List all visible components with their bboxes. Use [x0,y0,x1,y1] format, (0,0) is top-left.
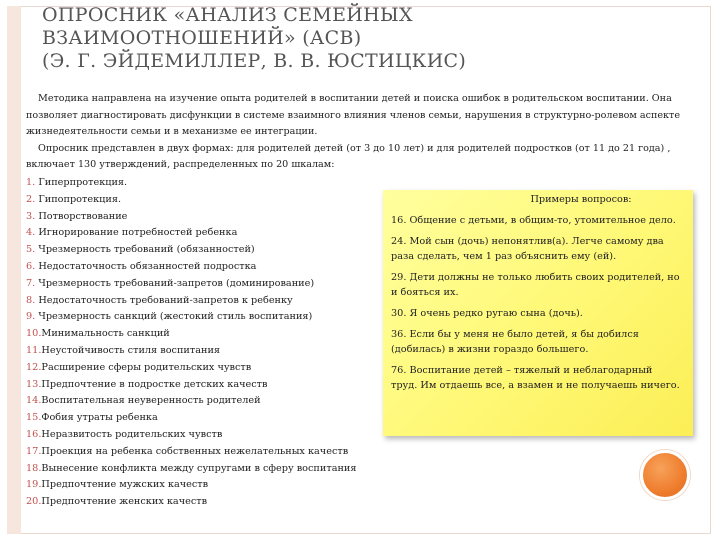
list-text: Предпочтение в подростке детских качеств [41,378,268,390]
slide-title [42,4,466,73]
list-text: Предпочтение мужских качеств [41,479,209,491]
example-question: 29. Дети должны не только любить своих родителей, но и бояться их. [391,272,680,298]
list-text: Фобия утраты ребенка [41,412,158,424]
decorative-circle [640,450,690,500]
list-number: 5. [26,244,36,256]
title-line-1: ОПРОСНИК «АНАЛИЗ СЕМЕЙНЫХ [42,4,413,26]
list-number: 19. [26,479,42,491]
list-number: 10. [26,328,42,340]
list-text: Расширение сферы родительских чувств [41,361,252,373]
list-number: 9. [26,311,36,323]
list-item [26,461,357,478]
list-number: 7. [26,277,36,289]
list-number: 1. [26,177,36,188]
list-text: Вынесение конфликта между супругами в сферу воспитания [41,462,357,474]
list-text: Потворствование [38,210,128,222]
description-paragraph-2: Опросник представлен в двух формах: для родителей детей (от 3 до 10 лет) и для родителей подростков (от 11 до 21 года) , включает 130 утверждений, распределенных по 20 шкалам: [26,142,671,171]
list-text: Предпочтение женских качеств [41,496,208,508]
example-question: 16. Общение с детьми, в общим-то, утомительное дело. [391,215,676,226]
list-item [26,276,357,293]
list-item [26,209,357,226]
list-number: 2. [26,193,36,205]
list-text: Неразвитость родительских чувств [41,428,223,440]
list-number: 3. [26,210,36,222]
list-item [26,242,357,259]
list-text: Минимальность санкций [41,328,170,340]
example-question: 24. Мой сын (дочь) непонятлив(а). Легче самому два раза сделать, чем 1 раз объяснить ему (ей). [391,236,664,262]
list-item [26,326,357,343]
list-number: 18. [26,462,42,474]
list-item [26,192,357,209]
title-line-3: (Э. Г. ЭЙДЕМИЛЛЕР, В. В. ЮСТИЦКИС) [42,50,467,72]
list-item [26,377,357,394]
list-item [26,410,357,427]
list-text: Гиперпротекция. [38,177,128,188]
list-item [26,309,357,326]
list-number: 16. [26,428,42,440]
left-accent-bar [7,6,21,534]
list-text: Игнорирование потребностей ребенка [38,227,238,239]
list-number: 20. [26,496,42,508]
list-number: 11. [26,344,42,356]
title-line-2: ВЗАИМООТНОШЕНИЙ» (АСВ) [42,27,362,49]
list-item [26,343,357,360]
list-number: 13. [26,378,42,390]
list-item [26,494,357,511]
list-number: 15. [26,412,42,424]
list-number: 6. [26,260,36,272]
list-text: Недостаточность обязанностей подростка [38,260,257,272]
list-item [26,259,357,276]
list-number: 17. [26,445,42,457]
list-text: Чрезмерность санкций (жестокий стиль воспитания) [38,311,313,323]
list-text: Неустойчивость стиля воспитания [41,344,221,356]
list-text: Чрезмерность требований (обязанностей) [38,244,255,256]
list-item [26,477,357,494]
list-item [26,393,357,410]
list-item [26,293,357,310]
list-item [26,427,357,444]
list-item [26,175,357,192]
list-text: Воспитательная неуверенность родителей [41,395,261,407]
example-question: 30. Я очень редко ругаю сына (дочь). [391,308,583,319]
list-number: 8. [26,294,36,306]
example-question: 76. Воспитание детей – тяжелый и неблагодарный труд. Им отдаешь все, а взамен и не получаешь ничего. [391,365,680,391]
list-number: 12. [26,361,42,373]
example-question: 36. Если бы у меня не было детей, я бы добился (добилась) в жизни гораздо большего. [391,329,639,355]
examples-note [383,190,693,436]
list-text: Гипопротекция. [38,193,122,205]
list-text: Проекция на ребенка собственных нежелательных качеств [41,445,349,457]
examples-title: Примеры вопросов: [530,194,632,205]
description-paragraph-1: Методика направлена на изучение опыта родителей в воспитании детей и поиска ошибок в родительском воспитании. Она позволяет диагностировать дисфункции в системе взаимного влияния членов семьи, нарушения в структурно-ролевом аспекте жизнедеятельности семьи и в механизме ее интеграции. [26,93,681,138]
list-item [26,444,357,461]
list-number: 14. [26,395,42,407]
description [26,91,686,174]
list-number: 4. [26,227,36,239]
list-text: Чрезмерность требований-запретов (доминирование) [38,277,315,289]
list-text: Недостаточность требований-запретов к ребенку [38,294,293,306]
scales-list [26,175,357,511]
list-item [26,360,357,377]
list-item [26,225,357,242]
